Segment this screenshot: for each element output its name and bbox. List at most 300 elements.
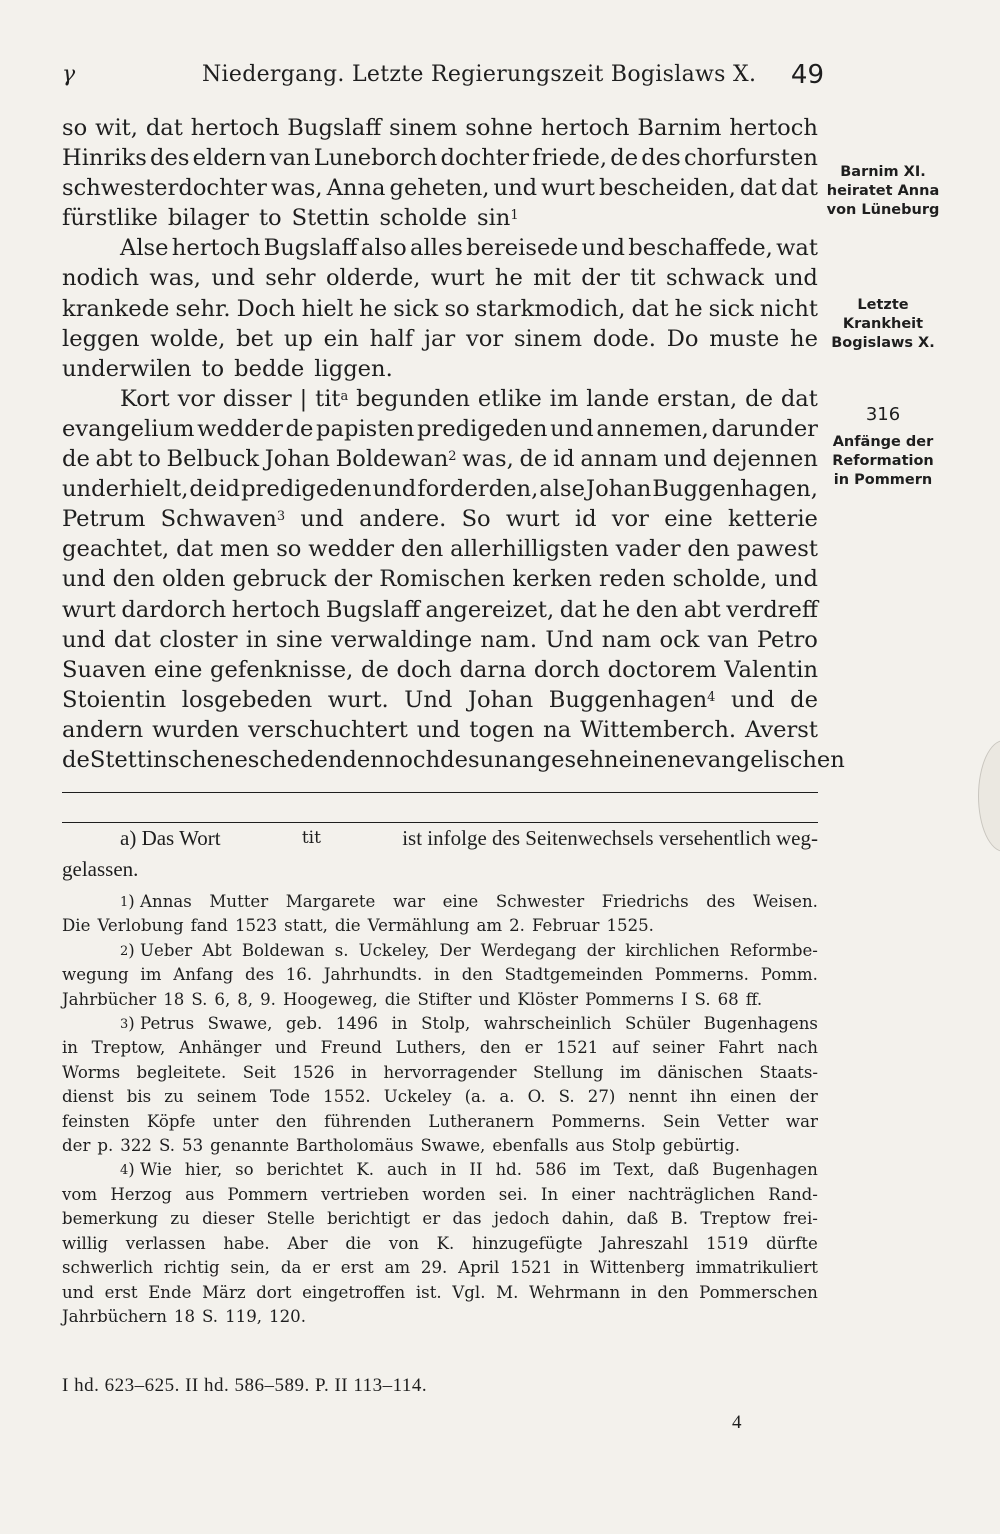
word: vor	[611, 506, 649, 533]
word: S.	[202, 1306, 219, 1326]
word: de	[610, 145, 639, 172]
word: nennt	[628, 1087, 678, 1107]
word: Wehrmann	[528, 1282, 621, 1302]
word: to	[201, 355, 225, 382]
word: berichtet	[266, 1160, 344, 1180]
word: wahrscheinlich	[483, 1014, 612, 1034]
word: vor	[177, 385, 215, 412]
text-line	[62, 203, 818, 233]
word: den	[687, 536, 730, 563]
word: also	[360, 235, 407, 262]
word: wurt.	[327, 686, 389, 713]
word: ist.	[415, 1282, 442, 1302]
word: Bugslaff	[263, 235, 358, 262]
word: des	[150, 145, 190, 172]
word: van	[269, 145, 311, 172]
word: olden	[162, 566, 226, 593]
word: hertoch	[171, 235, 261, 262]
word: 29.	[420, 1258, 448, 1278]
word: berichtigt	[327, 1209, 411, 1229]
word: 53	[182, 1136, 204, 1156]
word: feinsten	[62, 1111, 130, 1131]
sheet-number: 4	[732, 1412, 742, 1433]
word: de	[189, 476, 218, 503]
word: M.	[496, 1282, 519, 1302]
footnote-mark: 1	[120, 895, 129, 910]
text-line	[62, 564, 818, 594]
text-line	[62, 685, 818, 715]
word: darunder	[711, 415, 818, 442]
word: papisten	[316, 415, 415, 442]
word: kerken	[512, 566, 592, 593]
word: chorfursten	[683, 145, 818, 172]
word: Uckeley	[383, 1087, 452, 1107]
word: In	[540, 1184, 559, 1204]
footnote-mark: 2	[448, 449, 457, 465]
word: dardorch	[121, 596, 227, 623]
word: bis	[126, 1087, 152, 1107]
word: underhielt,	[62, 476, 189, 503]
word: scholde,	[672, 566, 768, 593]
word: de	[790, 686, 818, 713]
word: Vetter	[717, 1111, 769, 1131]
running-title: Niedergang. Letzte Regierungszeit Bogislaws X.	[202, 62, 757, 87]
word: im	[579, 1160, 601, 1180]
word: 9.	[260, 989, 276, 1009]
word: to	[138, 446, 161, 473]
word: auch	[386, 1160, 428, 1180]
word: im	[619, 1062, 641, 1082]
word: einen	[618, 746, 682, 773]
word: to	[258, 205, 282, 232]
word: unangesehn	[479, 746, 619, 773]
margin-note-line: Anfänge der	[832, 434, 934, 450]
word: genannte	[210, 1136, 290, 1156]
word: Schwaven$^3$	[160, 506, 286, 533]
word: a.	[499, 1087, 515, 1107]
word: immatrikuliert	[695, 1258, 818, 1278]
word: und	[416, 716, 461, 743]
word: eine	[442, 892, 479, 911]
word: K.	[436, 1233, 455, 1253]
word: jar	[423, 325, 456, 352]
word: führenden	[324, 1111, 412, 1131]
word: s.	[334, 940, 349, 960]
margin-leaf-number: 316	[865, 404, 901, 425]
margin-note-line: in Pommern	[833, 472, 933, 488]
word: (a.	[464, 1087, 487, 1107]
text-line	[62, 655, 818, 685]
word: dat	[739, 175, 777, 202]
word: Und	[545, 626, 594, 653]
word: Bugenhagen	[712, 1160, 818, 1180]
margin-note-line: Barnim XI.	[840, 164, 926, 180]
word: in	[62, 1038, 78, 1058]
margin-note-line: von Lüneburg	[826, 202, 940, 218]
word: hertoch	[190, 115, 280, 141]
word: des	[641, 145, 681, 172]
word: den	[275, 1111, 307, 1131]
word: evangelischen	[681, 746, 845, 773]
footnote-line	[62, 1012, 818, 1036]
word: der	[333, 566, 373, 593]
word: ketterie	[727, 506, 818, 533]
footnote-mark: 4	[120, 1163, 129, 1179]
word: und	[663, 446, 708, 473]
word: den	[479, 1038, 511, 1058]
word: men	[219, 536, 270, 563]
word: in	[245, 626, 268, 653]
word: dürfte	[766, 1233, 818, 1253]
word: kirchlichen	[625, 940, 720, 960]
footnote-line	[62, 1134, 818, 1158]
word: Valentin	[724, 656, 818, 683]
word: tit$^a$	[315, 385, 349, 412]
word: Anhänger	[178, 1038, 262, 1058]
word: Friedrichs	[601, 892, 689, 911]
word: scholde	[379, 205, 467, 232]
word: dejennen	[712, 446, 818, 473]
word: 1523	[234, 916, 278, 936]
word: 1526	[292, 1062, 335, 1082]
word: schwack	[665, 265, 764, 292]
word: so	[62, 115, 88, 141]
footnote-a-lead: a) Das Wort	[120, 826, 221, 850]
word: escheden	[234, 746, 343, 773]
word: Averst	[744, 716, 818, 743]
word: die	[345, 1233, 372, 1253]
word: und	[774, 566, 818, 593]
word: bet	[236, 325, 274, 352]
word: Stolp	[611, 1136, 656, 1156]
word: auf	[612, 1038, 639, 1058]
word: gebürtig.	[662, 1136, 741, 1156]
references: I hd. 623–625. II hd. 586–589. P. II 113–114.	[62, 1375, 428, 1396]
word: Wie	[140, 1160, 172, 1180]
word: und	[62, 626, 106, 653]
word: Boldewan	[241, 940, 325, 960]
word: den	[400, 536, 444, 563]
word: geb.	[285, 1014, 323, 1034]
word: Jahreszahl	[600, 1233, 689, 1253]
word: dienst	[62, 1087, 114, 1107]
word: einer	[571, 1184, 615, 1204]
word: bedde	[234, 355, 305, 382]
word: 8,	[237, 989, 254, 1009]
word: verlassen	[125, 1233, 206, 1253]
word: 1519	[706, 1233, 749, 1253]
word: sohne	[465, 115, 533, 141]
word: darna	[459, 656, 527, 683]
word: im	[140, 965, 162, 985]
word: seinem	[196, 1087, 257, 1107]
word: bereisede	[466, 235, 579, 262]
word: Johan	[264, 446, 330, 473]
word: Luneborch	[313, 145, 438, 172]
word: Margarete	[285, 892, 376, 911]
word: Text,	[613, 1160, 655, 1180]
adjacent-page-edge	[978, 740, 1000, 852]
word: und	[300, 506, 344, 533]
word: und	[211, 265, 255, 292]
word: dat	[113, 626, 151, 653]
word: Bugenhagens	[703, 1014, 818, 1034]
word: wurt	[505, 506, 560, 533]
word: den	[461, 965, 493, 985]
word: Pommerns	[585, 989, 674, 1009]
page-header	[62, 60, 824, 100]
word: van	[707, 626, 749, 653]
word: 1496	[335, 1014, 379, 1034]
word: S.	[191, 989, 208, 1009]
word: dat	[631, 295, 669, 322]
word: ff.	[745, 989, 763, 1009]
word: geheten,	[389, 175, 490, 202]
word: bemerkung	[62, 1209, 158, 1229]
footnote-line	[62, 1036, 818, 1060]
word: er	[422, 1209, 441, 1229]
margin-note-line: Krankheit	[842, 316, 924, 332]
footnote-line	[62, 988, 818, 1012]
word: abt	[95, 446, 133, 473]
word: II	[469, 1160, 483, 1180]
word: und	[274, 1038, 307, 1058]
word: erst	[340, 1258, 374, 1278]
footnote-line	[62, 1281, 818, 1305]
word: so	[235, 1160, 254, 1180]
word: Reformbe-	[729, 940, 818, 960]
word: wurt	[430, 265, 485, 292]
footnote-mark: 3	[120, 1017, 129, 1033]
word: nach	[777, 1038, 818, 1058]
word: Tode	[269, 1087, 311, 1107]
word: jedoch	[493, 1209, 550, 1229]
word: des	[706, 892, 736, 911]
word: worden	[422, 1184, 486, 1204]
word: hd.	[495, 1160, 523, 1180]
word: de	[745, 385, 773, 412]
word: de	[361, 656, 389, 683]
word: Pommerschen	[699, 1282, 818, 1302]
word: Romischen	[379, 566, 506, 593]
word: 1521	[556, 1038, 599, 1058]
word: den	[635, 596, 679, 623]
word: Stoientin	[62, 686, 167, 713]
word: am	[476, 916, 503, 936]
word: krankede	[62, 295, 170, 322]
word: Die	[62, 916, 91, 936]
word: Werdegang	[480, 940, 577, 960]
word: Stettinschen	[89, 746, 235, 773]
word: sehr.	[175, 295, 231, 322]
word: dieser	[202, 1209, 255, 1229]
word: der	[62, 1136, 91, 1156]
word: id	[218, 476, 241, 503]
word: id	[552, 446, 575, 473]
word: ihn	[690, 1087, 717, 1107]
footnote-a-text: ist infolge des Seitenwechsels versehentlich weg-	[402, 826, 818, 850]
margin-note-line: heiratet Anna	[826, 183, 940, 199]
word: begleitete.	[136, 1062, 227, 1082]
word: Ueber	[140, 940, 193, 960]
word: Vermählung	[367, 916, 470, 936]
word: fand	[190, 916, 228, 936]
margin-note-reformation	[824, 433, 942, 490]
word: dorch	[533, 656, 600, 683]
footnote-3	[62, 1012, 818, 1158]
margin-note-line: Reformation	[832, 453, 934, 469]
word: dat	[780, 175, 818, 202]
word: 322	[120, 1136, 152, 1156]
footnote-line	[62, 1256, 818, 1280]
word: gefenknisse,	[210, 656, 354, 683]
footnote-line	[62, 1061, 818, 1085]
word: daß	[667, 1160, 700, 1180]
word: Pommerns.	[654, 965, 749, 985]
word: wurt	[541, 175, 595, 202]
text-line	[62, 504, 818, 534]
word: Worms	[62, 1062, 121, 1082]
word: richtig	[163, 1258, 220, 1278]
word: Johan	[586, 476, 652, 503]
word: des	[440, 746, 480, 773]
word: 18	[173, 1306, 196, 1326]
word: schwesterdochter	[62, 175, 267, 202]
text-line	[62, 715, 818, 745]
word: Hinriks	[62, 145, 147, 172]
word: Do	[666, 325, 699, 352]
word: Schwester	[495, 892, 585, 911]
word: und	[62, 566, 106, 593]
word: Suaven	[62, 656, 147, 683]
word: nam.	[480, 626, 538, 653]
word: Bugslaff	[287, 115, 382, 141]
word: abt	[683, 596, 721, 623]
word: K.	[356, 1160, 374, 1180]
word: hinzugefügte	[472, 1233, 583, 1253]
word: und	[581, 235, 626, 262]
word: ein	[323, 325, 359, 352]
word: $\sin^1$	[476, 205, 519, 232]
word: nicht	[759, 295, 818, 322]
word: S.	[558, 1087, 575, 1107]
word: |	[299, 385, 308, 412]
word: wedder	[308, 536, 395, 563]
word: Köpfe	[146, 1111, 196, 1131]
word: geachtet,	[62, 536, 170, 563]
word: hervorragender	[383, 1062, 517, 1082]
word: eingetroffen	[302, 1282, 406, 1302]
word: in	[351, 1062, 368, 1082]
word: was,	[149, 265, 201, 292]
word: Stadtgemeinden	[504, 965, 643, 985]
word: 119,	[225, 1306, 263, 1326]
word: B.	[670, 1209, 689, 1229]
word: Treptow	[700, 1209, 771, 1229]
word: up	[283, 325, 313, 352]
footnote-mark: 2	[120, 943, 129, 959]
word: olderde,	[325, 265, 421, 292]
word: bilager	[167, 205, 249, 232]
word: losgebeden	[181, 686, 313, 713]
word: andern	[62, 716, 144, 743]
word: so	[276, 536, 302, 563]
word: he	[602, 596, 631, 623]
word: Anna	[326, 175, 386, 202]
word: pawest	[736, 536, 818, 563]
word: vor	[466, 325, 504, 352]
word: was,	[462, 446, 514, 473]
word: das	[452, 1209, 482, 1229]
word: in	[391, 1014, 408, 1034]
word: eldern	[192, 145, 267, 172]
footnote-line	[62, 1183, 818, 1207]
footnote-mark: 1	[510, 208, 519, 224]
word: der	[581, 265, 620, 292]
word: daß	[626, 1209, 659, 1229]
word: 1521	[510, 1258, 553, 1278]
word: So	[461, 506, 491, 533]
word: März	[202, 1282, 246, 1302]
word: Treptow,	[91, 1038, 166, 1058]
word: closter	[159, 626, 238, 653]
word: er	[312, 1258, 330, 1278]
word: wurt	[62, 596, 116, 623]
word: nam	[601, 626, 652, 653]
word: I	[680, 989, 688, 1009]
word: den	[657, 1282, 689, 1302]
footnote-line	[62, 1110, 818, 1134]
word: Weisen.	[752, 892, 818, 911]
word: Pommerns.	[551, 1111, 646, 1131]
word: Petrum	[62, 506, 146, 533]
word: Wittemberch.	[580, 716, 737, 743]
footnote-number: $^3$) Petrus	[120, 1014, 195, 1034]
word: 586	[535, 1160, 567, 1180]
word: O.	[527, 1087, 546, 1107]
word: eine	[153, 656, 203, 683]
word: aus	[185, 1184, 215, 1204]
text-line	[62, 474, 818, 504]
word: Stolp,	[421, 1014, 471, 1034]
word: allerhilligsten	[450, 536, 609, 563]
word: eine	[664, 506, 713, 533]
word: war	[392, 892, 425, 911]
word: dochter	[440, 145, 530, 172]
footnote-line	[62, 963, 818, 987]
word: wedder	[197, 415, 283, 442]
word: predigeden	[416, 415, 548, 442]
word: Petrus	[140, 1014, 195, 1034]
word: von	[388, 1233, 419, 1253]
word: Uckeley,	[358, 940, 430, 960]
word: Hoogeweg,	[282, 989, 378, 1009]
word: underwilen	[62, 355, 192, 382]
margin-note-barnim	[824, 163, 942, 220]
footnote-mark: 4	[707, 689, 716, 705]
text-line	[62, 354, 818, 384]
text-line	[62, 444, 818, 474]
word: was,	[270, 175, 323, 202]
word: dat	[145, 115, 183, 141]
word: 27)	[587, 1087, 616, 1107]
word: ock	[659, 626, 700, 653]
word: er	[524, 1038, 543, 1058]
footnote-mark: a	[340, 388, 349, 404]
main-text	[62, 113, 845, 775]
word: so	[444, 295, 470, 322]
word: willig	[62, 1233, 109, 1253]
